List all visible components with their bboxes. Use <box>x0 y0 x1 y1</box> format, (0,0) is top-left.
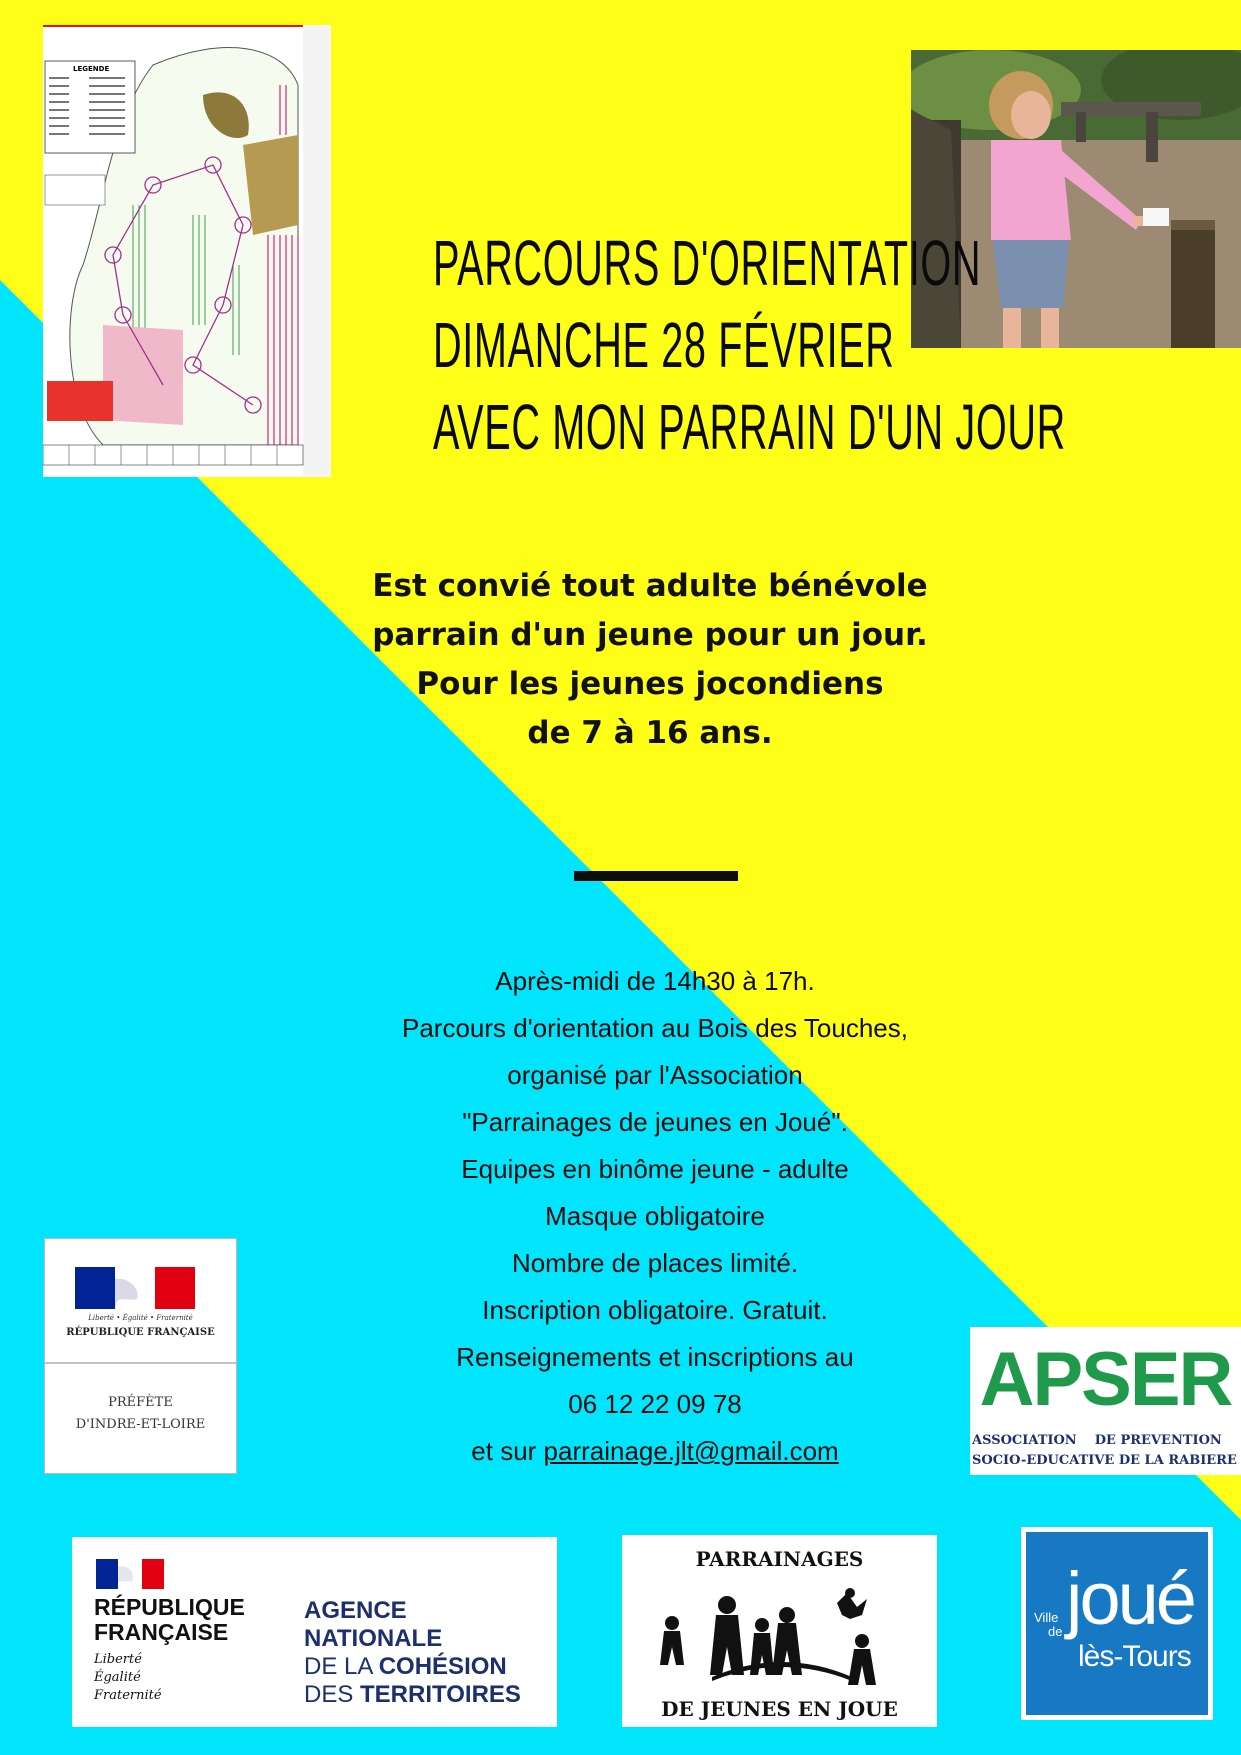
joue-de: de <box>1048 1624 1063 1639</box>
intro-line: parrain d'un jeune pour un jour. <box>372 617 928 653</box>
orienteering-map-image <box>43 25 331 477</box>
anct-agency-1: AGENCE <box>304 1597 407 1624</box>
event-details <box>300 958 1010 1475</box>
detail-line: Inscription obligatoire. Gratuit. <box>482 1295 828 1325</box>
map-legend-title: LEGENDE <box>73 65 110 73</box>
anct-agency-3a: DE LA <box>304 1653 379 1680</box>
detail-line: organisé par l'Association <box>507 1060 803 1090</box>
anct-agency-4b: TERRITOIRES <box>360 1681 521 1708</box>
divider <box>574 871 738 881</box>
apser-acronym: APSER <box>979 1337 1232 1422</box>
prefecture-line-2: D'INDRE-ET-LOIRE <box>75 1417 206 1432</box>
people-silhouettes-icon <box>652 1585 907 1685</box>
title-line-2: DIMANCHE 28 FÉVRIER <box>433 309 895 381</box>
intro-text <box>300 562 1000 758</box>
email-link[interactable]: parrainage.jlt@gmail.com <box>543 1436 839 1466</box>
anct-republic-1: RÉPUBLIQUE <box>94 1594 245 1620</box>
anct-motto-2: Égalité <box>94 1670 141 1685</box>
prefecture-line-1: PRÉFÈTE <box>108 1395 173 1410</box>
flag-blue <box>75 1267 115 1309</box>
joue-suffix: lès-Tours <box>1078 1640 1191 1673</box>
joue-ville: Ville <box>1034 1610 1059 1625</box>
detail-line: Nombre de places limité. <box>511 1248 799 1278</box>
marianne-flag-icon <box>96 1559 164 1589</box>
contact-line <box>300 1428 1010 1475</box>
event-title <box>300 222 1066 468</box>
prefecture-logo <box>44 1238 237 1474</box>
detail-line: Equipes en binôme jeune - adulte <box>461 1154 849 1184</box>
detail-line: Après-midi de 14h30 à 17h. <box>495 966 815 996</box>
anct-republic-2: FRANÇAISE <box>94 1619 229 1645</box>
parrainages-top: PARRAINAGES <box>695 1547 864 1571</box>
intro-line: Pour les jeunes jocondiens <box>416 666 884 702</box>
phone-number: 06 12 22 09 78 <box>568 1389 742 1419</box>
intro-line: de 7 à 16 ans. <box>527 715 773 751</box>
prefecture-republic: RÉPUBLIQUE FRANÇAISE <box>66 1327 215 1338</box>
prefecture-motto: Liberté • Égalité • Fraternité <box>88 1314 193 1322</box>
anct-motto-3: Fraternité <box>94 1688 162 1703</box>
title-line-1: PARCOURS D'ORIENTATION <box>433 227 982 299</box>
detail-line: "Parrainages de jeunes en Joué". <box>462 1107 848 1137</box>
parrainages-logo <box>622 1535 937 1727</box>
flag-red <box>155 1267 195 1309</box>
anct-agency-4a: DES <box>304 1681 361 1708</box>
joue-les-tours-logo <box>1021 1527 1213 1720</box>
anct-logo <box>72 1537 557 1727</box>
contact-prefix: et sur <box>471 1436 544 1466</box>
detail-line: Renseignements et inscriptions au <box>456 1342 854 1372</box>
detail-line: Masque obligatoire <box>545 1201 765 1231</box>
anct-agency-2: NATIONALE <box>304 1625 443 1652</box>
title-line-3: AVEC MON PARRAIN D'UN JOUR <box>433 391 1066 463</box>
apser-line-2: SOCIO-EDUCATIVE DE LA RABIERE <box>972 1453 1237 1468</box>
apser-logo <box>970 1327 1241 1475</box>
intro-line: Est convié tout adulte bénévole <box>372 568 928 604</box>
anct-agency-3b: COHÉSION <box>378 1653 507 1680</box>
parrainages-bottom: DE JEUNES EN JOUE <box>661 1697 898 1721</box>
joue-name: joué <box>1066 1557 1194 1640</box>
apser-line-1: ASSOCIATION DE PREVENTION <box>972 1433 1222 1448</box>
anct-motto-1: Liberté <box>94 1652 142 1667</box>
detail-line: Parcours d'orientation au Bois des Touches, <box>401 1013 908 1043</box>
